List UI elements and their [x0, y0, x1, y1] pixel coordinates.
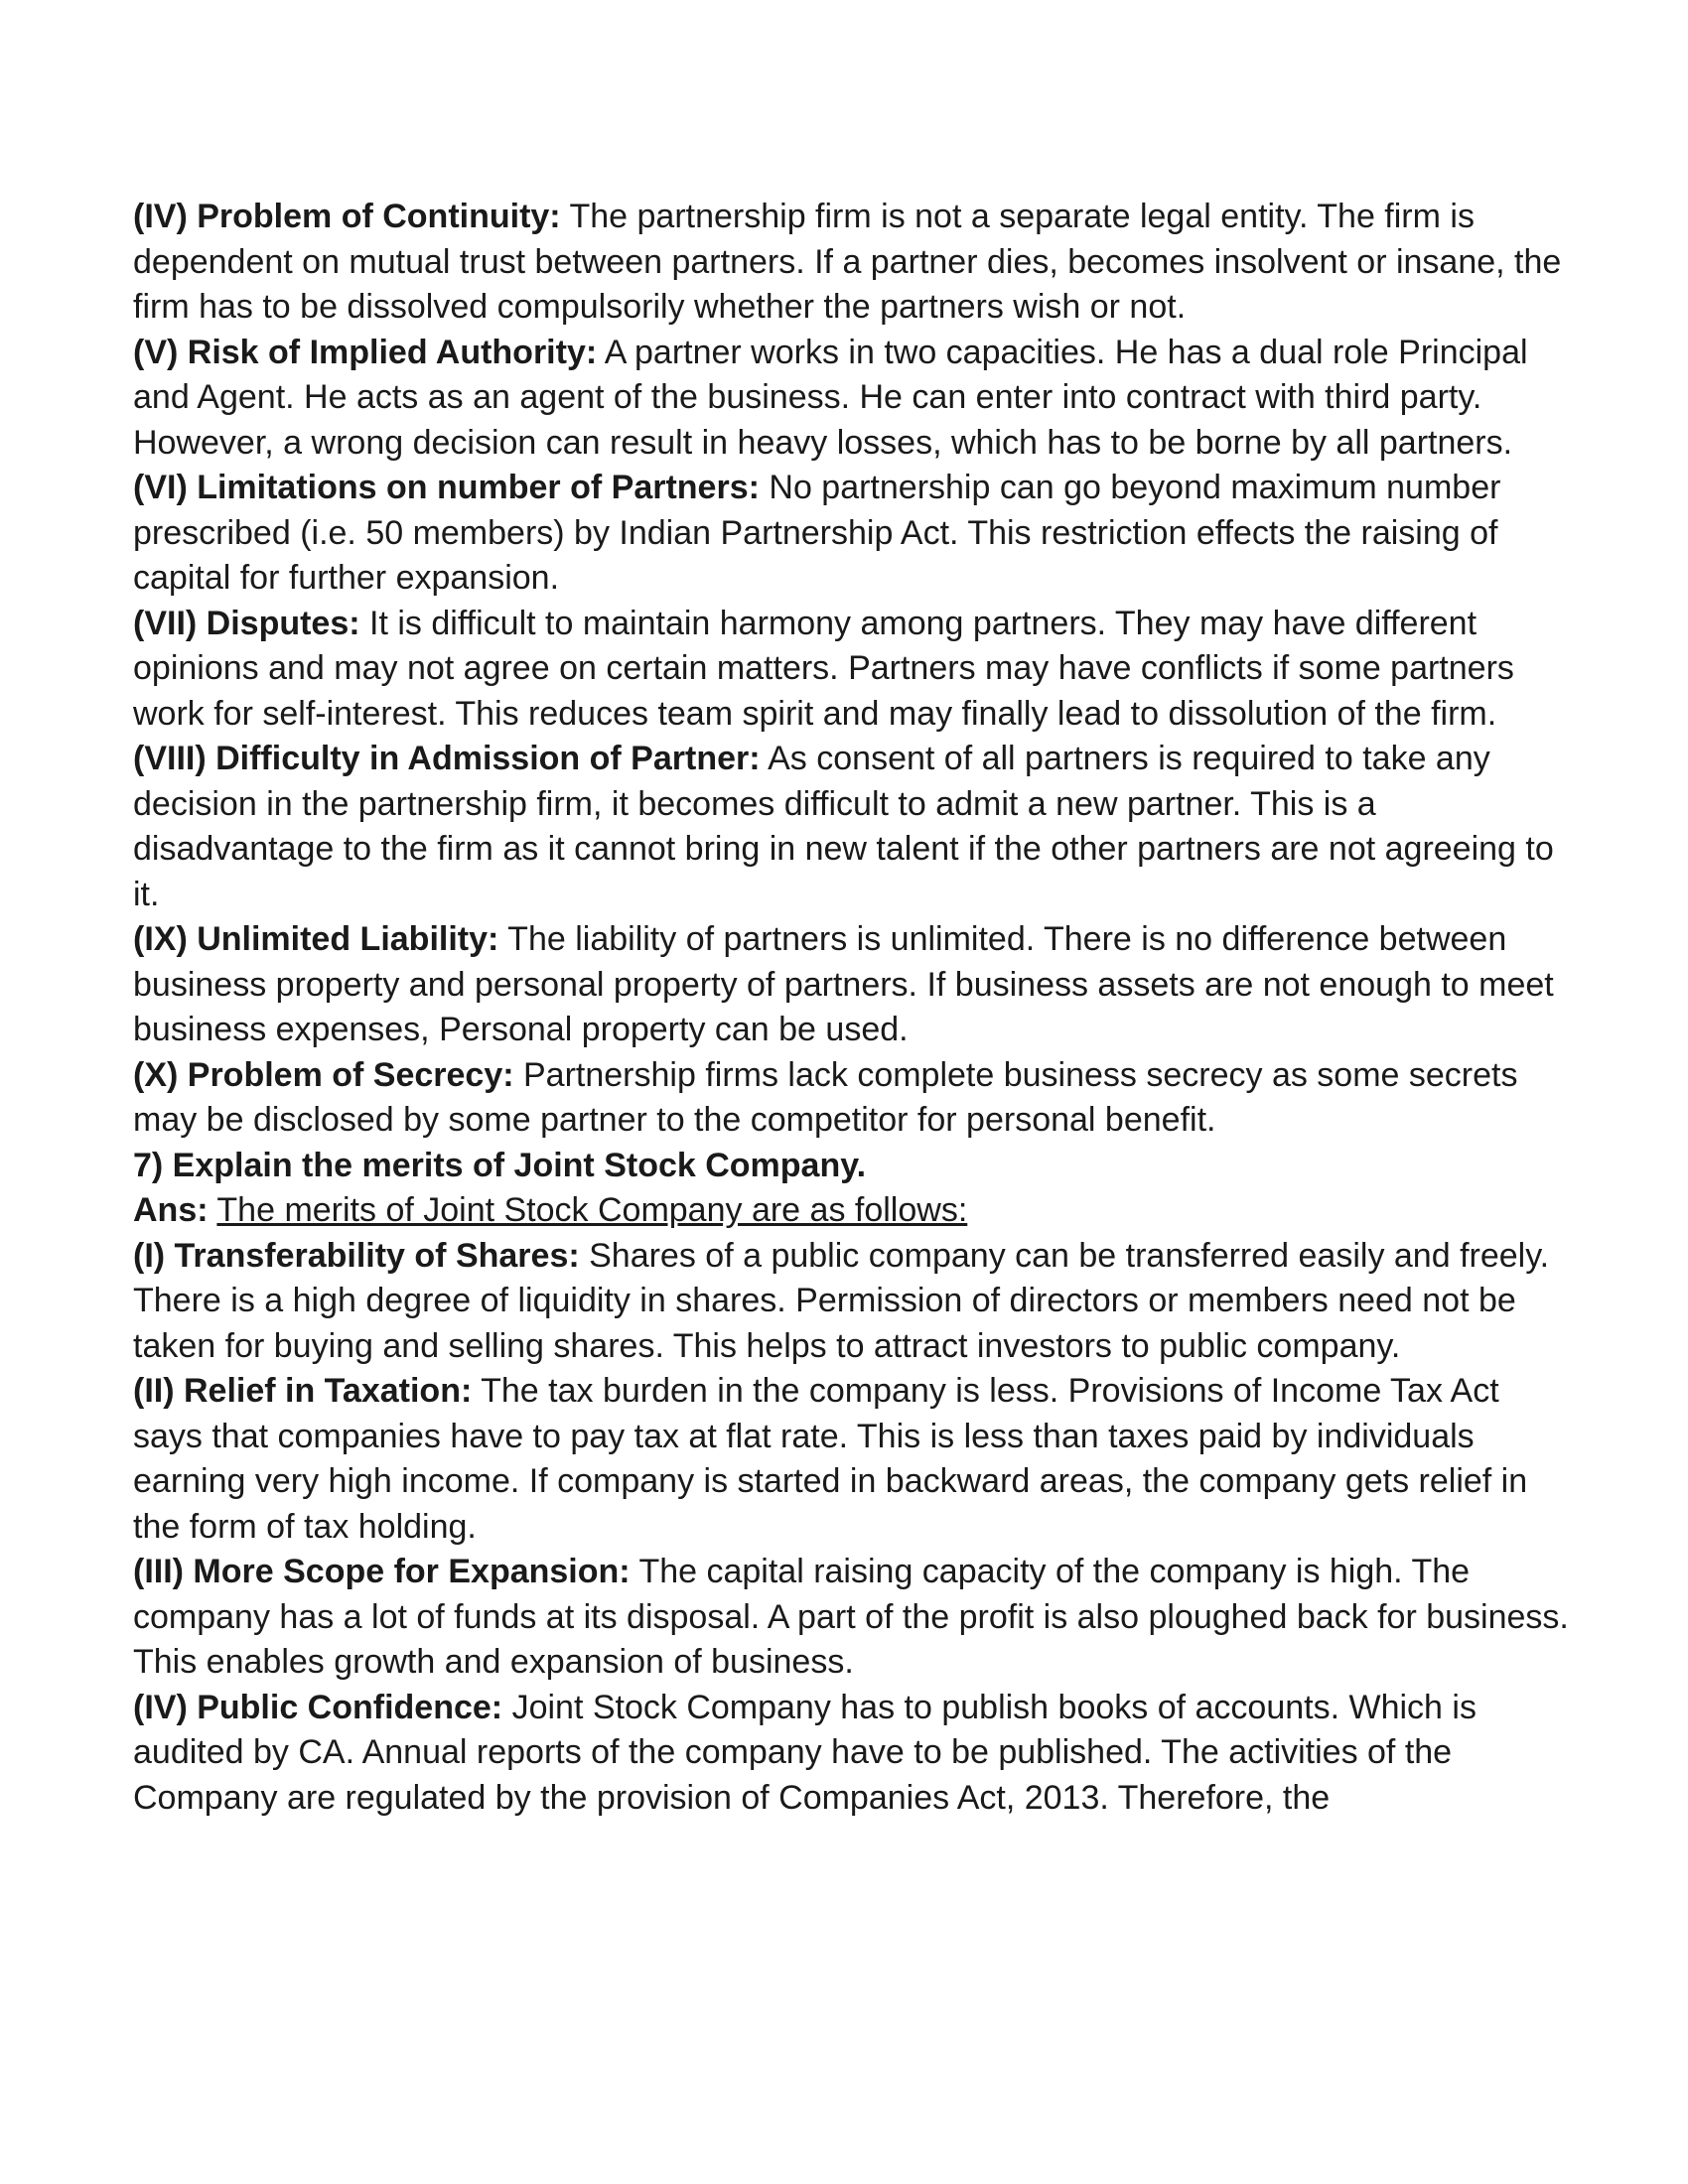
paragraph-text: As consent of all partners is required to take any decision in the partnership firm, it becomes difficult to admit a new partner. This is a disadvantage to the firm as it cannot bring in new talent if the other partners are not agreeing to it.: [133, 740, 1554, 913]
paragraph-scope-for-expansion: [133, 1550, 1573, 1686]
question-heading: 7) Explain the merits of Joint Stock Company.: [133, 1146, 867, 1184]
paragraph-text: It is difficult to maintain harmony among partners. They may have different opinions and may not agree on certain matters. Partners may have conflicts if some partners work for self-interest. This reduces team spirit and may finally lead to dissolution of the firm.: [133, 604, 1514, 733]
paragraph-public-confidence: [133, 1686, 1573, 1822]
paragraph-text: No partnership can go beyond maximum number prescribed (i.e. 50 members) by Indian Partnership Act. This restriction effects the raising of capital for further expansion.: [133, 469, 1501, 597]
paragraph-heading: (VIII) Difficulty in Admission of Partner:: [133, 740, 761, 777]
paragraph-disputes: [133, 602, 1573, 738]
paragraph-problem-of-continuity: [133, 195, 1573, 331]
paragraph-limitations-on-partners: [133, 466, 1573, 602]
paragraph-heading: (IV) Problem of Continuity:: [133, 198, 561, 235]
paragraph-text: A partner works in two capacities. He has a dual role Principal and Agent. He acts as an agent of the business. He can enter into contract with third party. However, a wrong decision can result in heavy losses, which has to be borne by all partners.: [133, 333, 1528, 462]
paragraph-heading: (VI) Limitations on number of Partners:: [133, 469, 760, 506]
paragraph-text: The tax burden in the company is less. Provisions of Income Tax Act says that companies have to pay tax at flat rate. This is less than taxes paid by individuals earning very high income. If company is started in backward areas, the company gets relief in the form of tax holding.: [133, 1372, 1528, 1546]
paragraph-heading: (IV) Public Confidence:: [133, 1688, 503, 1726]
paragraph-text: The liability of partners is unlimited. There is no difference between business property and personal property of partners. If business assets are not enough to meet business expenses, Personal property can be used.: [133, 920, 1554, 1048]
paragraph-text: Shares of a public company can be transferred easily and freely. There is a high degree of liquidity in shares. Permission of directors or members need not be taken for buying and selling shares. This helps to attract investors to public company.: [133, 1236, 1550, 1365]
paragraph-unlimited-liability: [133, 917, 1573, 1053]
paragraph-difficulty-in-admission: [133, 737, 1573, 917]
document-page: [133, 195, 1573, 1821]
answer-intro: The merits of Joint Stock Company are as follows:: [216, 1191, 968, 1229]
paragraph-heading: (V) Risk of Implied Authority:: [133, 333, 598, 371]
paragraph-heading: (IX) Unlimited Liability:: [133, 920, 499, 958]
paragraph-heading: (II) Relief in Taxation:: [133, 1372, 473, 1410]
paragraph-text: The capital raising capacity of the company is high. The company has a lot of funds at its disposal. A part of the profit is also ploughed back for business. This enables growth and expansion of business.: [133, 1553, 1569, 1681]
answer-line: [133, 1188, 1573, 1234]
paragraph-transferability-of-shares: [133, 1234, 1573, 1370]
paragraph-relief-in-taxation: [133, 1369, 1573, 1550]
paragraph-text: Joint Stock Company has to publish books of accounts. Which is audited by CA. Annual reports of the company have to be published. The activities of the Company are regulated by the provision of Companies Act, 2013. Therefore, the: [133, 1688, 1477, 1817]
paragraph-text: The partnership firm is not a separate legal entity. The firm is dependent on mutual trust between partners. If a partner dies, becomes insolvent or insane, the firm has to be dissolved compulsorily whether the partners wish or not.: [133, 198, 1562, 326]
paragraph-risk-of-implied-authority: [133, 331, 1573, 467]
paragraph-text: Partnership firms lack complete business secrecy as some secrets may be disclosed by some partner to the competitor for personal benefit.: [133, 1055, 1518, 1139]
paragraph-heading: (X) Problem of Secrecy:: [133, 1055, 514, 1094]
answer-label: Ans:: [133, 1191, 209, 1229]
paragraph-heading: (VII) Disputes:: [133, 604, 360, 642]
paragraph-heading: (I) Transferability of Shares:: [133, 1236, 580, 1275]
paragraph-problem-of-secrecy: [133, 1053, 1573, 1144]
paragraph-heading: (III) More Scope for Expansion:: [133, 1553, 631, 1590]
